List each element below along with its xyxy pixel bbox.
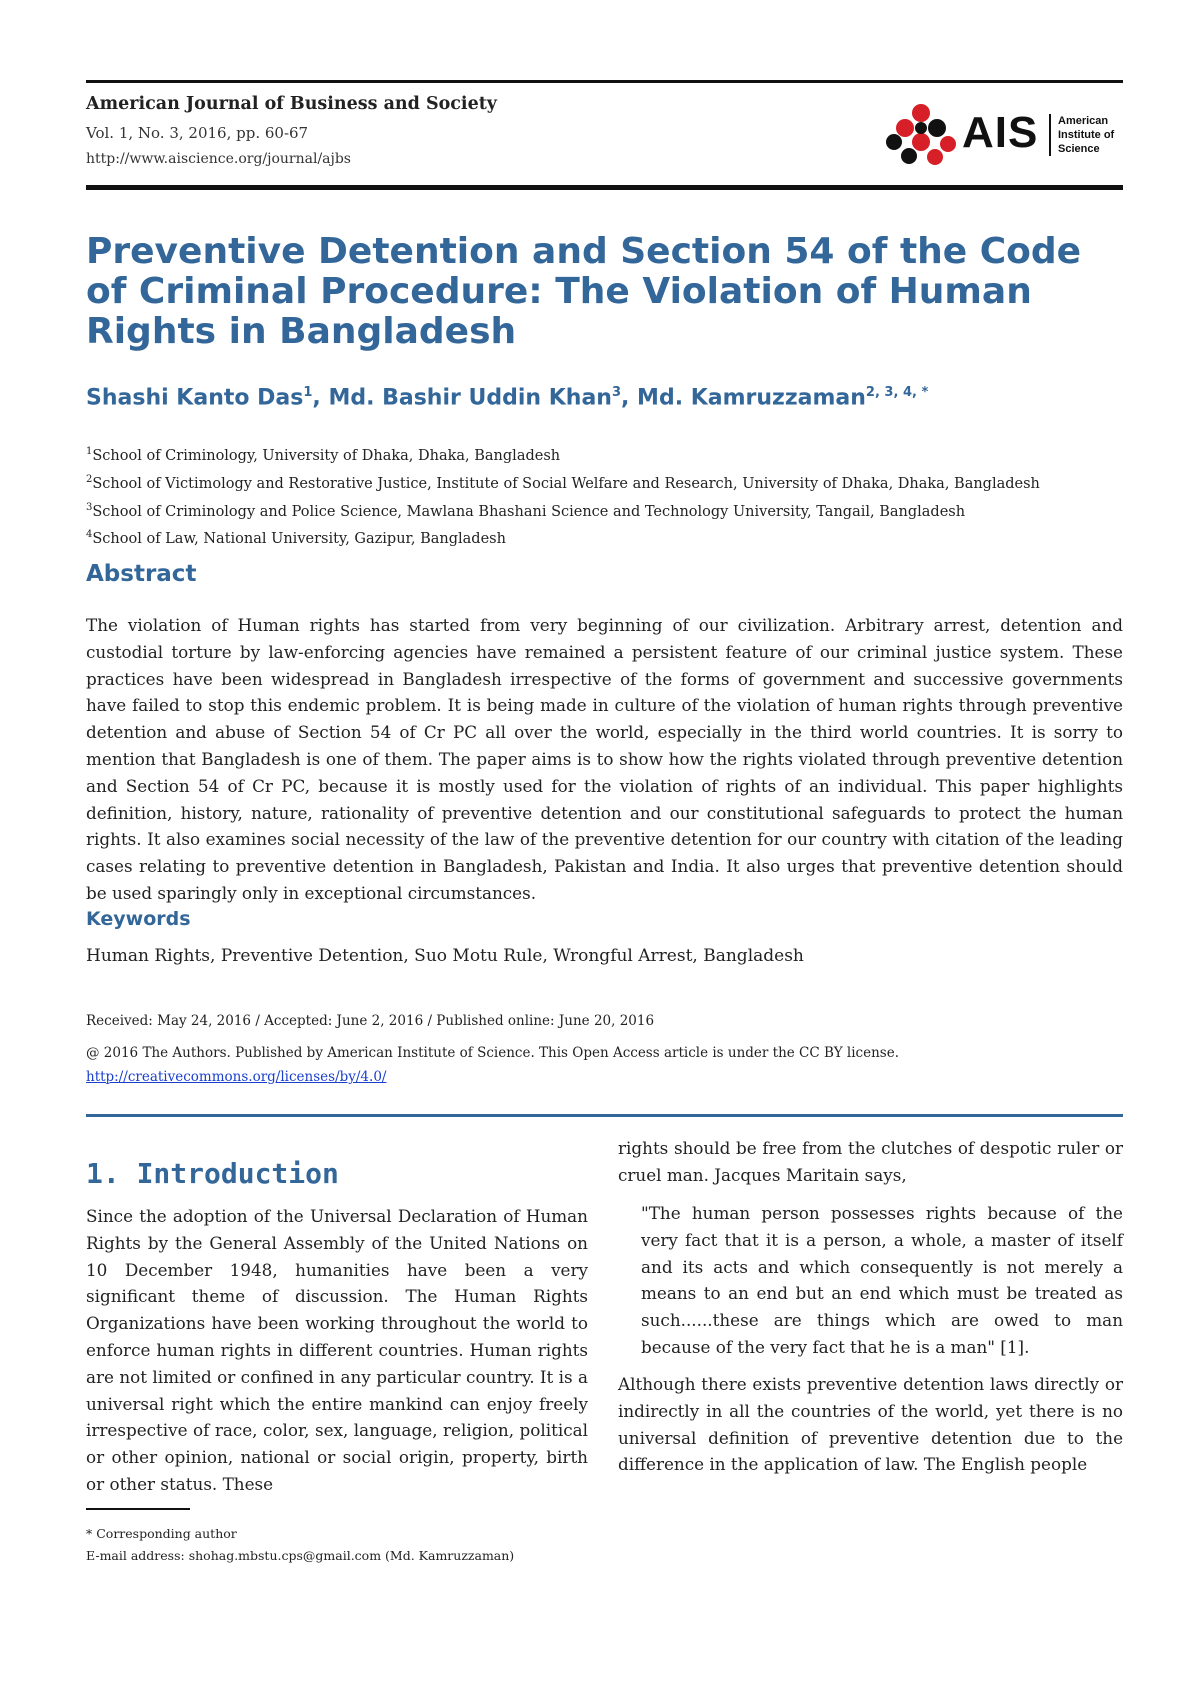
keywords-heading: Keywords [86,908,191,930]
corresponding-author-note: * Corresponding author [86,1526,237,1541]
affiliation-number: 2 [86,473,93,485]
ais-logo-subtitle: American Institute of Science [1058,115,1115,155]
abstract-text: The violation of Human rights has started from very beginning of our civilization. Arbitrary arrest, detention and custodial torture by law-enforcing agencies have remained a persistent feature of our criminal justice system. These practices have been widespread in Bangladesh irrespective of the forms of government and successive governments have failed to stop this endemic problem. It is being made in culture of the violation of human rights through preventive detention and abuse of Section 54 of Cr PC all over the world, especially in the third world countries. It is sorry to mention that Bangladesh is one of them. The paper aims is to show how the rights violated through preventive detention and Section 54 of Cr PC, because it is mostly used for the violation of rights of an individual. This paper highlights definition, history, nature, rationality of preventive detention and our constitutional safeguards to protect the human rights. It also examines social necessity of the law of the preventive detention for our country with citation of the leading cases relating to preventive detention in Bangladesh, Pakistan and India. It also urges that preventive detention should be used sparingly only in exceptional circumstances. [86,615,1123,903]
affiliation-text: School of Victimology and Restorative Justice, Institute of Social Welfare and Research, University of Dhaka, Dhaka, Bangladesh [92,475,1040,492]
journal-name: American Journal of Business and Society [86,94,497,114]
intro-paragraph-right-top: rights should be free from the clutches of despotic ruler or cruel man. Jacques Maritain says, [618,1138,1123,1185]
block-quote: "The human person possesses rights because of the very fact that it is a person, a whole, a master of itself and its acts and which consequently is not merely a means to an end but an end which must be treated as such......these are things which are owed to man because of the very fact that he is a man" [1]. [641,1203,1123,1357]
footnote-rule [86,1508,190,1510]
ais-logo-icon [885,104,961,166]
author-name: Md. Bashir Uddin Khan [328,385,612,411]
affiliation-item [86,468,1040,496]
intro-paragraph-right-bottom: Although there exists preventive detention laws directly or indirectly in all the countries of the world, yet there is no universal definition of preventive detention due to the difference in the application of law. The English people [618,1374,1123,1475]
ais-logo-text: AIS [962,108,1039,157]
section-divider [86,1114,1123,1117]
publication-dates: Received: May 24, 2016 / Accepted: June 2, 2016 / Published online: June 20, 2016 [86,1013,655,1029]
author-sup: 3 [611,385,622,400]
article-title: Preventive Detention and Section 54 of the Code of Criminal Procedure: The Violation of Human Rights in Bangladesh [86,231,1082,352]
intro-paragraph-left: Since the adoption of the Universal Declaration of Human Rights by the General Assembly of the United Nations on 10 December 1948, humanities have been a very significant theme of discussion. The Human Rights Organizations have been working throughout the world to enforce human rights in different countries. Human rights are not limited or confined in any particular country. It is a universal right which the entire mankind can enjoy freely irrespective of race, color, sex, language, religion, political or other opinion, national or social origin, property, birth or other status. These [86,1206,588,1494]
logo-divider [1049,114,1051,156]
affiliation-text: School of Law, National University, Gazipur, Bangladesh [92,531,506,548]
affiliation-item [86,440,1040,468]
abstract-heading: Abstract [86,561,197,587]
copyright-notice: @ 2016 The Authors. Published by American Institute of Science. This Open Access article is under the CC BY license. [86,1045,899,1061]
affiliation-item [86,496,1040,524]
affiliation-list [86,440,1040,551]
introduction-heading: 1. Introduction [86,1157,339,1190]
author-separator: , [312,385,329,411]
author-email: E-mail address: shohag.mbstu.cps@gmail.com (Md. Kamruzzaman) [86,1548,515,1563]
journal-volume: Vol. 1, No. 3, 2016, pp. 60-67 [86,124,309,142]
author-list [86,385,928,410]
author-sup: 2, 3, 4, * [865,385,929,400]
author-name: Md. Kamruzzaman [637,385,866,411]
affiliation-number: 4 [86,529,93,541]
author-sup: 1 [303,385,313,400]
license-link[interactable]: http://creativecommons.org/licenses/by/4.0/ [86,1069,387,1085]
author-name: Shashi Kanto Das [86,385,304,411]
keywords-text: Human Rights, Preventive Detention, Suo Motu Rule, Wrongful Arrest, Bangladesh [86,946,804,966]
affiliation-text: School of Criminology, University of Dhaka, Dhaka, Bangladesh [92,447,561,464]
header-bottom-rule [86,185,1123,190]
affiliation-item [86,523,1040,551]
affiliation-number: 3 [86,501,93,513]
author-separator: , [621,385,638,411]
header-top-rule [86,80,1123,83]
journal-url[interactable]: http://www.aiscience.org/journal/ajbs [86,151,351,167]
affiliation-text: School of Criminology and Police Science, Mawlana Bhashani Science and Technology University, Tangail, Bangladesh [92,503,966,520]
affiliation-number: 1 [86,446,93,457]
